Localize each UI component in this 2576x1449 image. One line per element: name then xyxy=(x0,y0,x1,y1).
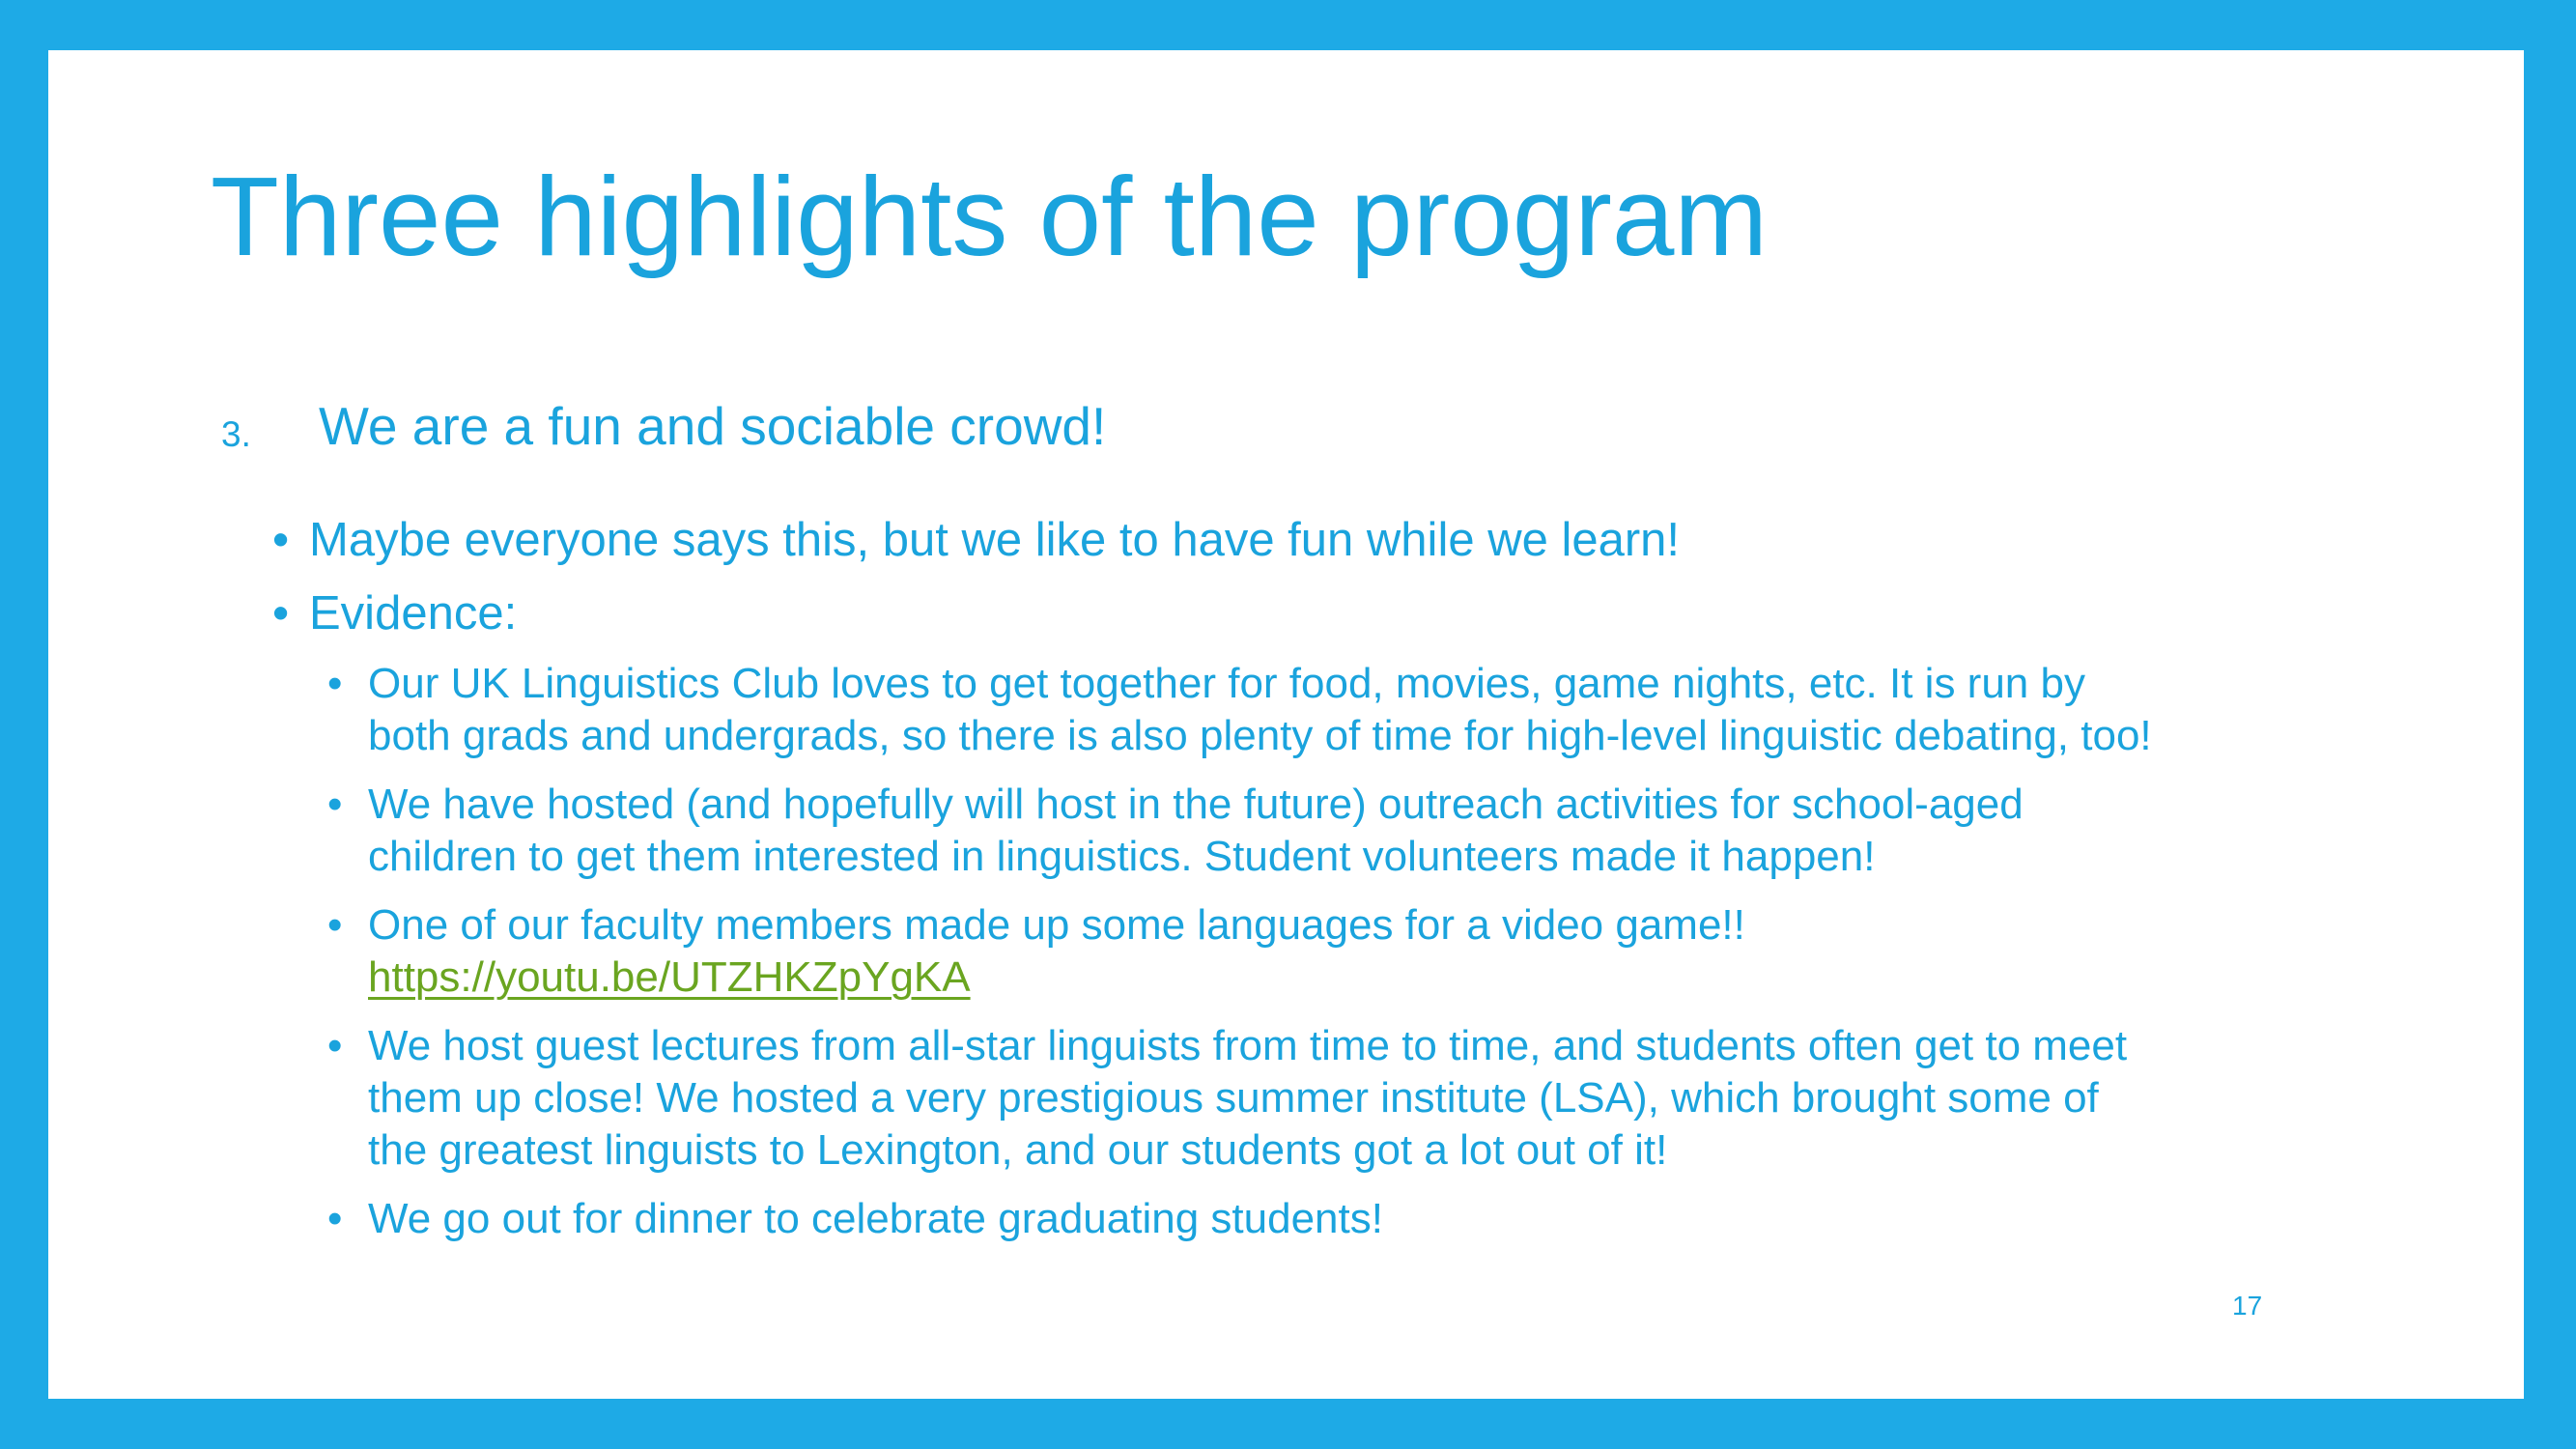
evidence-item xyxy=(327,1020,2128,1177)
evidence-line: We host guest lectures from all-star linguists from time to time, and students often get to meet xyxy=(368,1022,2128,1069)
evidence-item xyxy=(327,779,2024,883)
slide-title: Three highlights of the program xyxy=(211,154,1768,279)
evidence-line: We go out for dinner to celebrate graduating students! xyxy=(368,1195,1383,1242)
bullet-icon: • xyxy=(327,781,343,828)
bullet-icon: • xyxy=(272,587,290,639)
evidence-item xyxy=(327,1193,1383,1245)
bullet-icon: • xyxy=(272,514,290,566)
evidence-line: children to get them interested in linguistics. Student volunteers made it happen! xyxy=(368,833,1876,880)
evidence-line: both grads and undergrads, so there is also plenty of time for high-level linguistic debating, too! xyxy=(368,712,2152,759)
item-heading: We are a fun and sociable crowd! xyxy=(319,396,1107,456)
bullet-icon: • xyxy=(327,1195,343,1242)
bullet-icon: • xyxy=(327,1022,343,1069)
evidence-item xyxy=(327,899,1745,1004)
evidence-line: Our UK Linguistics Club loves to get together for food, movies, game nights, etc. It is run by xyxy=(368,660,2085,707)
evidence-line: One of our faculty members made up some languages for a video game!! xyxy=(368,901,1745,949)
item-number: 3. xyxy=(221,414,251,454)
video-link[interactable]: https://youtu.be/UTZHKZpYgKA xyxy=(368,953,971,1001)
evidence-line: the greatest linguists to Lexington, and our students got a lot out of it! xyxy=(368,1126,1668,1174)
bullet-icon: • xyxy=(327,901,343,949)
bullet-text: Evidence: xyxy=(309,587,518,639)
evidence-line: We have hosted (and hopefully will host in the future) outreach activities for school-aged xyxy=(368,781,2024,828)
bullet-item xyxy=(272,512,1681,569)
bullet-text: Maybe everyone says this, but we like to have fun while we learn! xyxy=(309,514,1681,566)
evidence-item xyxy=(327,658,2152,762)
page-number: 17 xyxy=(2232,1291,2263,1321)
evidence-line: them up close! We hosted a very prestigious summer institute (LSA), which brought some of xyxy=(368,1074,2099,1122)
bullet-icon: • xyxy=(327,660,343,707)
bullet-item xyxy=(272,585,518,642)
